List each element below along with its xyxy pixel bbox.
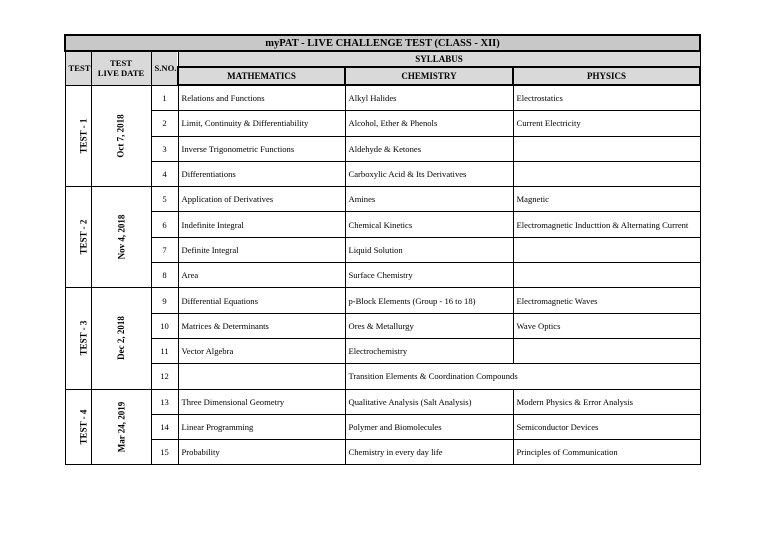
math-topic: Vector Algebra	[178, 338, 345, 363]
page-title: myPAT - LIVE CHALLENGE TEST (CLASS - XII)	[65, 35, 700, 51]
chem-topic: Electrochemistry	[345, 338, 513, 363]
sno-cell: 5	[151, 187, 178, 212]
test-name: TEST - 1	[77, 118, 88, 154]
table-row	[65, 440, 700, 465]
chem-topic: Aldehyde & Ketones	[345, 136, 513, 161]
chem-topic: Transition Elements & Coordination Compounds	[345, 364, 700, 389]
table-row	[65, 338, 700, 363]
chemistry-header: CHEMISTRY	[345, 67, 513, 85]
table-row	[65, 288, 700, 313]
chem-topic: Chemistry in every day life	[345, 440, 513, 465]
chem-topic: Surface Chemistry	[345, 263, 513, 288]
chem-topic: p-Block Elements (Group - 16 to 18)	[345, 288, 513, 313]
schedule-table	[64, 34, 701, 465]
math-topic: Definite Integral	[178, 237, 345, 262]
sno-cell: 10	[151, 313, 178, 338]
chem-topic: Chemical Kinetics	[345, 212, 513, 237]
table-row	[65, 187, 700, 212]
phys-topic	[513, 338, 700, 363]
live-date-header	[91, 51, 151, 85]
chem-topic: Qualitative Analysis (Salt Analysis)	[345, 389, 513, 414]
phys-topic: Magnetic	[513, 187, 700, 212]
chem-topic: Alkyl Halides	[345, 85, 513, 111]
math-topic	[178, 364, 345, 389]
sno-cell: 13	[151, 389, 178, 414]
sno-header: S.NO.	[151, 51, 178, 85]
sno-cell: 7	[151, 237, 178, 262]
test-name-cell	[65, 389, 91, 465]
phys-topic: Modern Physics & Error Analysis	[513, 389, 700, 414]
sno-cell: 3	[151, 136, 178, 161]
live-date-header-line2: LIVE DATE	[97, 68, 145, 79]
test-date-cell	[91, 389, 151, 465]
test-name-cell	[65, 85, 91, 187]
table-row	[65, 389, 700, 414]
math-topic: Inverse Trigonometric Functions	[178, 136, 345, 161]
math-topic: Limit, Continuity & Differentiability	[178, 111, 345, 136]
math-topic: Area	[178, 263, 345, 288]
chem-topic: Polymer and Biomolecules	[345, 414, 513, 439]
table-row	[65, 237, 700, 262]
math-topic: Application of Derivatives	[178, 187, 345, 212]
phys-topic	[513, 136, 700, 161]
table-row	[65, 212, 700, 237]
test-header: TEST	[65, 51, 91, 85]
table-row	[65, 263, 700, 288]
chem-topic: Liquid Solution	[345, 237, 513, 262]
title-row	[65, 35, 700, 51]
phys-topic	[513, 161, 700, 186]
test-date-cell	[91, 187, 151, 288]
table-row	[65, 414, 700, 439]
sno-cell: 8	[151, 263, 178, 288]
phys-topic: Principles of Communication	[513, 440, 700, 465]
math-topic: Differential Equations	[178, 288, 345, 313]
phys-topic: Electrostatics	[513, 85, 700, 111]
test-name-cell	[65, 187, 91, 288]
test-date: Oct 7, 2018	[116, 114, 126, 158]
physics-header: PHYSICS	[513, 67, 700, 85]
syllabus-header: SYLLABUS	[178, 51, 700, 67]
phys-topic	[513, 263, 700, 288]
phys-topic: Current Electricity	[513, 111, 700, 136]
math-topic: Indefinite Integral	[178, 212, 345, 237]
sno-cell: 12	[151, 364, 178, 389]
phys-topic: Electromagnetic Waves	[513, 288, 700, 313]
header-row-1	[65, 51, 700, 67]
test-name: TEST - 2	[77, 219, 88, 255]
math-topic: Probability	[178, 440, 345, 465]
sno-cell: 15	[151, 440, 178, 465]
sno-cell: 14	[151, 414, 178, 439]
table-row	[65, 111, 700, 136]
sno-cell: 6	[151, 212, 178, 237]
sno-cell: 11	[151, 338, 178, 363]
test-date-cell	[91, 288, 151, 389]
chem-topic: Alcohol, Ether & Phenols	[345, 111, 513, 136]
test-date: Dec 2, 2018	[116, 316, 126, 361]
math-topic: Matrices & Determinants	[178, 313, 345, 338]
math-topic: Three Dimensional Geometry	[178, 389, 345, 414]
table-row	[65, 364, 700, 389]
math-topic: Relations and Functions	[178, 85, 345, 111]
mathematics-header: MATHEMATICS	[178, 67, 345, 85]
chem-topic: Carboxylic Acid & Its Derivatives	[345, 161, 513, 186]
live-date-header-line1: TEST	[110, 58, 132, 69]
sno-cell: 9	[151, 288, 178, 313]
chem-topic: Amines	[345, 187, 513, 212]
test-name-cell	[65, 288, 91, 389]
phys-topic: Semiconductor Devices	[513, 414, 700, 439]
sno-cell: 2	[151, 111, 178, 136]
math-topic: Differentiations	[178, 161, 345, 186]
sno-cell: 1	[151, 85, 178, 111]
sno-cell: 4	[151, 161, 178, 186]
math-topic: Linear Programming	[178, 414, 345, 439]
chem-topic: Ores & Metallurgy	[345, 313, 513, 338]
phys-topic: Electromagnetic Inducttion & Alternating Current	[513, 212, 700, 237]
test-date-cell	[91, 85, 151, 187]
table-row	[65, 161, 700, 186]
table-row	[65, 136, 700, 161]
test-name: TEST - 3	[77, 321, 88, 356]
phys-topic	[513, 237, 700, 262]
table-row	[65, 313, 700, 338]
table-row	[65, 85, 700, 111]
phys-topic: Wave Optics	[513, 313, 700, 338]
test-date: Mar 24, 2019	[115, 401, 126, 453]
test-name: TEST - 4	[77, 409, 88, 445]
test-date: Nov 4, 2018	[116, 214, 126, 260]
